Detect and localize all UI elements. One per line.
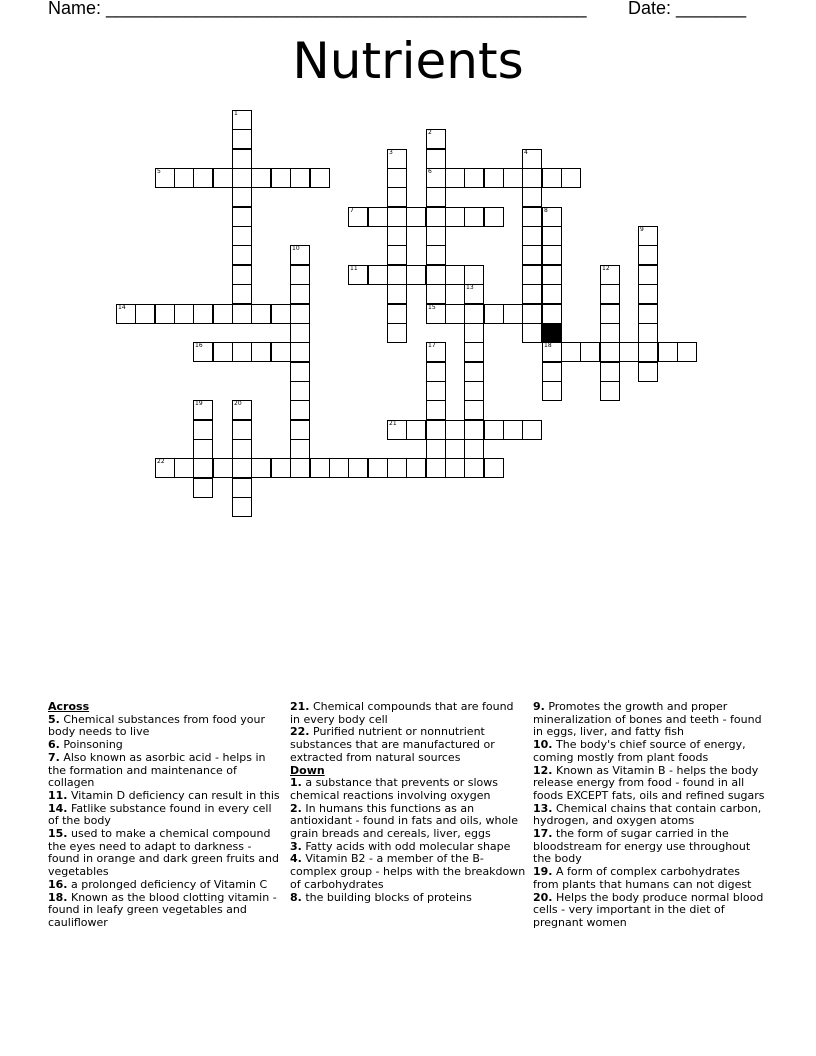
grid-cell[interactable] <box>310 458 330 478</box>
grid-cell[interactable] <box>600 304 620 324</box>
grid-cell[interactable] <box>290 342 310 362</box>
clue-across-18: 18. Known as the blood clotting vitamin - found in leafy green vegetables and cauliflower <box>48 890 277 929</box>
grid-cell[interactable] <box>232 439 252 459</box>
grid-cell[interactable] <box>600 284 620 304</box>
grid-cell[interactable] <box>251 342 271 362</box>
grid-cell[interactable] <box>522 168 542 188</box>
grid-cell[interactable] <box>426 168 446 188</box>
grid-cell[interactable] <box>542 207 562 227</box>
clue-down-12: 12. Known as Vitamin B - helps the body release energy from food - found in all foods EXCEPT fats, oils and refined sugars <box>533 763 765 802</box>
grid-cell[interactable] <box>580 342 600 362</box>
grid-cell[interactable] <box>426 420 446 440</box>
grid-cell[interactable] <box>542 284 562 304</box>
grid-cell[interactable] <box>174 168 194 188</box>
grid-cell[interactable] <box>542 168 562 188</box>
grid-cell[interactable] <box>329 458 349 478</box>
grid-cell[interactable] <box>464 420 484 440</box>
grid-cell[interactable] <box>290 245 310 265</box>
grid-cell[interactable] <box>290 439 310 459</box>
grid-cell[interactable] <box>290 304 310 324</box>
grid-cell[interactable] <box>464 342 484 362</box>
grid-cell[interactable] <box>522 226 542 246</box>
clue-across-16: 16. a prolonged deficiency of Vitamin C <box>48 877 268 891</box>
grid-cell[interactable] <box>464 381 484 401</box>
grid-cell[interactable] <box>155 168 175 188</box>
grid-cell[interactable] <box>426 149 446 169</box>
grid-cell[interactable] <box>271 304 291 324</box>
grid-cell[interactable] <box>232 187 252 207</box>
grid-cell[interactable] <box>426 362 446 382</box>
clue-number: 21 <box>389 420 397 427</box>
clue-number: 10 <box>292 245 300 252</box>
grid-cell[interactable] <box>426 439 446 459</box>
grid-cell[interactable] <box>406 207 426 227</box>
grid-cell[interactable] <box>600 323 620 343</box>
grid-cell[interactable] <box>387 458 407 478</box>
clue-number: 12 <box>602 265 610 272</box>
clue-number: 20 <box>234 400 242 407</box>
grid-cell[interactable] <box>464 168 484 188</box>
clue-number: 18 <box>544 342 552 349</box>
grid-cell[interactable] <box>387 420 407 440</box>
grid-cell[interactable] <box>522 323 542 343</box>
clue-across-6: 6. Poinsoning <box>48 738 123 752</box>
grid-cell[interactable] <box>193 168 213 188</box>
grid-cell[interactable] <box>290 362 310 382</box>
grid-cell[interactable] <box>638 362 658 382</box>
clue-number: 13 <box>466 284 474 291</box>
grid-cell[interactable] <box>348 458 368 478</box>
clue-down-19: 19. A form of complex carbohydrates from plants that humans can not digest <box>533 865 752 891</box>
clue-number: 6 <box>428 168 432 175</box>
grid-cell[interactable] <box>484 420 504 440</box>
grid-cell[interactable] <box>251 458 271 478</box>
grid-cell[interactable] <box>193 400 213 420</box>
grid-cell[interactable] <box>387 265 407 285</box>
grid-cell[interactable] <box>426 400 446 420</box>
grid-cell[interactable] <box>232 245 252 265</box>
grid-cell[interactable] <box>290 284 310 304</box>
grid-cell[interactable] <box>271 168 291 188</box>
grid-cell[interactable] <box>464 265 484 285</box>
grid-cell[interactable] <box>542 226 562 246</box>
grid-cell[interactable] <box>503 420 523 440</box>
clue-number: 5 <box>157 168 161 175</box>
clue-number: 14 <box>118 304 126 311</box>
grid-cell[interactable] <box>522 284 542 304</box>
grid-cell[interactable] <box>387 284 407 304</box>
grid-cell[interactable] <box>406 265 426 285</box>
grid-cell[interactable] <box>522 187 542 207</box>
grid-cell[interactable] <box>174 458 194 478</box>
grid-cell[interactable] <box>310 168 330 188</box>
grid-cell[interactable] <box>232 207 252 227</box>
clue-across-21: 21. Chemical compounds that are found in every body cell <box>290 700 514 726</box>
grid-cell[interactable] <box>445 207 465 227</box>
grid-cell[interactable] <box>232 478 252 498</box>
grid-cell[interactable] <box>464 362 484 382</box>
clue-across-5: 5. Chemical substances from food your body needs to live <box>48 712 266 739</box>
clue-down-13: 13. Chemical chains that contain carbon, hydrogen, and oxygen atoms <box>533 801 762 828</box>
clue-number: 3 <box>389 149 393 156</box>
grid-cell[interactable] <box>522 420 542 440</box>
grid-cell[interactable] <box>638 245 658 265</box>
grid-cell[interactable] <box>387 149 407 169</box>
grid-cell[interactable] <box>232 458 252 478</box>
clue-down-10: 10. The body's chief source of energy, coming mostly from plant foods <box>533 738 746 764</box>
clue-down-4: 4. Vitamin B2 - a member of the B-complex group - helps with the breakdown of carbohydrates <box>290 852 526 891</box>
grid-cell[interactable] <box>348 265 368 285</box>
grid-cell[interactable] <box>426 304 446 324</box>
grid-cell[interactable] <box>271 342 291 362</box>
grid-cell[interactable] <box>464 458 484 478</box>
clue-across-15: 15. used to make a chemical compound the eyes need to adapt to darkness - found in orange and dark green fruits and vegetables <box>48 827 279 879</box>
grid-cell[interactable] <box>251 304 271 324</box>
grid-cell[interactable] <box>290 323 310 343</box>
grid-cell[interactable] <box>658 342 678 362</box>
grid-cell[interactable] <box>426 245 446 265</box>
grid-cell[interactable] <box>638 323 658 343</box>
grid-cell[interactable] <box>484 207 504 227</box>
grid-cell[interactable] <box>387 323 407 343</box>
grid-cell[interactable] <box>232 284 252 304</box>
grid-cell[interactable] <box>406 458 426 478</box>
grid-cell[interactable] <box>638 304 658 324</box>
grid-cell[interactable] <box>232 400 252 420</box>
grid-cell[interactable] <box>484 458 504 478</box>
grid-cell[interactable] <box>368 265 388 285</box>
grid-cell[interactable] <box>619 342 639 362</box>
grid-cell[interactable] <box>522 304 542 324</box>
grid-cell[interactable] <box>445 304 465 324</box>
clue-number: 11 <box>350 265 358 272</box>
grid-cell[interactable] <box>368 207 388 227</box>
name-label: Name: <box>48 0 102 18</box>
grid-cell[interactable] <box>290 400 310 420</box>
clue-number: 22 <box>157 458 165 465</box>
grid-cell[interactable] <box>426 226 446 246</box>
grid-cell[interactable] <box>213 304 233 324</box>
grid-cell[interactable] <box>387 187 407 207</box>
grid-cell[interactable] <box>464 304 484 324</box>
grid-cell[interactable] <box>484 168 504 188</box>
grid-cell[interactable] <box>232 226 252 246</box>
clue-number: 17 <box>428 342 436 349</box>
grid-cell[interactable] <box>406 420 426 440</box>
clue-down-17: 17. the form of sugar carried in the bloodstream for energy use throughout the body <box>533 827 751 866</box>
clue-across-22: 22. Purified nutrient or nonnutrient substances that are manufactured or extracted from natural sources <box>290 725 495 764</box>
grid-cell[interactable] <box>232 265 252 285</box>
clue-down-3: 3. Fatty acids with odd molecular shape <box>290 839 511 853</box>
grid-cell[interactable] <box>193 304 213 324</box>
grid-cell[interactable] <box>155 458 175 478</box>
grid-cell[interactable] <box>426 187 446 207</box>
grid-cell[interactable] <box>600 342 620 362</box>
grid-cell[interactable] <box>232 149 252 169</box>
clue-number: 1 <box>234 110 238 117</box>
name-blank: ________________________________________________ <box>106 0 587 18</box>
clue-number: 4 <box>524 149 528 156</box>
grid-cell[interactable] <box>387 245 407 265</box>
grid-cell[interactable] <box>445 420 465 440</box>
grid-cell[interactable] <box>426 284 446 304</box>
grid-cell[interactable] <box>464 207 484 227</box>
grid-cell[interactable] <box>368 458 388 478</box>
grid-cell[interactable] <box>155 304 175 324</box>
grid-cell[interactable] <box>290 420 310 440</box>
grid-cell[interactable] <box>251 168 271 188</box>
grid-cell[interactable] <box>387 304 407 324</box>
clue-number: 9 <box>640 226 644 233</box>
clue-down-20: 20. Helps the body produce normal blood cells - very important in the diet of pregnant women <box>533 890 764 929</box>
grid-cell[interactable] <box>522 265 542 285</box>
grid-cell[interactable] <box>193 342 213 362</box>
grid-cell[interactable] <box>387 168 407 188</box>
grid-cell[interactable] <box>561 342 581 362</box>
grid-cell[interactable] <box>445 265 465 285</box>
grid-cell[interactable] <box>522 149 542 169</box>
grid-cell[interactable] <box>232 304 252 324</box>
grid-cell[interactable] <box>638 284 658 304</box>
grid-cell[interactable] <box>426 207 446 227</box>
clue-across-7: 7. Also known as asorbic acid - helps in the formation and maintenance of collagen <box>48 750 266 790</box>
across-heading: Across <box>48 700 90 713</box>
grid-cell[interactable] <box>464 323 484 343</box>
grid-cell[interactable] <box>484 304 504 324</box>
grid-cell[interactable] <box>290 168 310 188</box>
grid-cell[interactable] <box>542 304 562 324</box>
grid-cell[interactable] <box>638 226 658 246</box>
grid-cell[interactable] <box>542 265 562 285</box>
grid-cell[interactable] <box>445 458 465 478</box>
grid-cell[interactable] <box>677 342 697 362</box>
grid-cell[interactable] <box>464 400 484 420</box>
clues-column-2 <box>290 701 526 904</box>
grid-cell[interactable] <box>193 420 213 440</box>
grid-cell[interactable] <box>638 265 658 285</box>
grid-cell[interactable] <box>464 439 484 459</box>
clue-number: 7 <box>350 207 354 214</box>
clue-number: 2 <box>428 129 432 136</box>
grid-cell[interactable] <box>426 458 446 478</box>
grid-cell[interactable] <box>135 304 155 324</box>
grid-cell[interactable] <box>426 129 446 149</box>
clue-down-2: 2. In humans this functions as an antioxidant - found in fats and oils, whole grain breads and cereals, liver, eggs <box>290 801 518 841</box>
grid-cell[interactable] <box>193 458 213 478</box>
clue-number: 15 <box>428 304 436 311</box>
grid-cell[interactable] <box>348 207 368 227</box>
clue-down-9: 9. Promotes the growth and proper mineralization of bones and teeth - found in eggs, liver, and fatty fish <box>533 700 762 739</box>
down-heading: Down <box>290 763 325 777</box>
clue-number: 19 <box>195 400 203 407</box>
grid-cell[interactable] <box>232 420 252 440</box>
clue-number: 16 <box>195 342 203 349</box>
black-cell <box>542 323 562 343</box>
grid-cell[interactable] <box>542 381 562 401</box>
date-blank: _______ <box>676 0 747 18</box>
grid-cell[interactable] <box>271 458 291 478</box>
grid-cell[interactable] <box>232 129 252 149</box>
grid-cell[interactable] <box>193 439 213 459</box>
grid-cell[interactable] <box>600 265 620 285</box>
grid-cell[interactable] <box>426 342 446 362</box>
clue-number: 8 <box>544 207 548 214</box>
grid-cell[interactable] <box>522 245 542 265</box>
grid-cell[interactable] <box>213 342 233 362</box>
clue-down-8: 8. the building blocks of proteins <box>290 890 472 904</box>
grid-cell[interactable] <box>600 381 620 401</box>
grid-cell[interactable] <box>213 168 233 188</box>
grid-cell[interactable] <box>290 265 310 285</box>
grid-cell[interactable] <box>232 168 252 188</box>
grid-cell[interactable] <box>232 497 252 517</box>
grid-cell[interactable] <box>193 478 213 498</box>
grid-cell[interactable] <box>290 458 310 478</box>
grid-cell[interactable] <box>426 265 446 285</box>
grid-cell[interactable] <box>445 168 465 188</box>
grid-cell[interactable] <box>232 342 252 362</box>
grid-cell[interactable] <box>600 362 620 382</box>
clue-across-14: 14. Fatlike substance found in every cell of the body <box>48 801 272 828</box>
grid-cell[interactable] <box>174 304 194 324</box>
grid-cell[interactable] <box>426 381 446 401</box>
grid-cell[interactable] <box>503 304 523 324</box>
grid-cell[interactable] <box>464 284 484 304</box>
grid-cell[interactable] <box>503 168 523 188</box>
grid-cell[interactable] <box>387 226 407 246</box>
grid-cell[interactable] <box>542 245 562 265</box>
clues-column-1 <box>48 701 284 930</box>
grid-cell[interactable] <box>232 110 252 130</box>
grid-cell[interactable] <box>213 458 233 478</box>
grid-cell[interactable] <box>542 342 562 362</box>
date-label: Date: <box>628 0 672 18</box>
clues-column-3 <box>533 701 769 930</box>
clue-across-11: 11. Vitamin D deficiency can result in this <box>48 788 280 802</box>
grid-cell[interactable] <box>542 362 562 382</box>
grid-cell[interactable] <box>290 381 310 401</box>
grid-cell[interactable] <box>116 304 136 324</box>
grid-cell[interactable] <box>561 168 581 188</box>
grid-cell[interactable] <box>387 207 407 227</box>
clue-down-1: 1. a substance that prevents or slows chemical reactions involving oxygen <box>290 776 498 802</box>
grid-cell[interactable] <box>638 342 658 362</box>
grid-cell[interactable] <box>522 207 542 227</box>
page-title: Nutrients <box>292 32 524 90</box>
